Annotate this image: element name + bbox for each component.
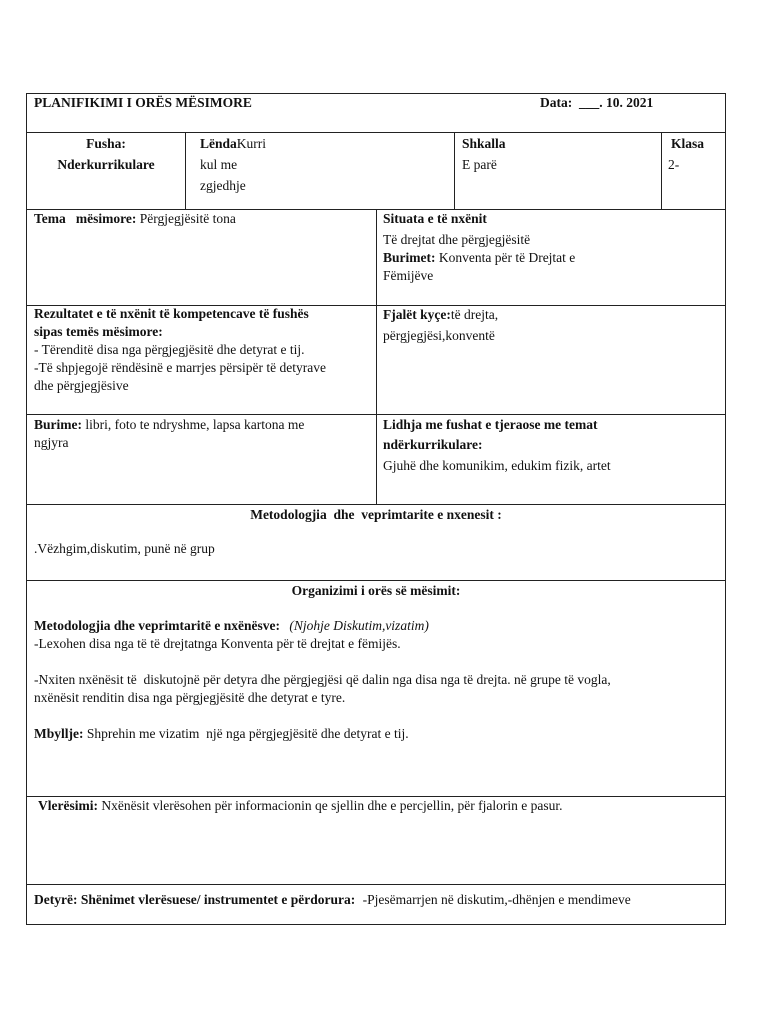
col-divider	[185, 132, 186, 209]
fjalet-value: të drejta,	[450, 307, 499, 322]
burimet-line-1	[383, 249, 575, 267]
rezultatet-line-1: - Tërenditë disa nga përgjegjësitë dhe detyrat e tij.	[34, 342, 305, 357]
metodologjia-value: .Vëzhgim,diskutim, punë në grup	[34, 541, 215, 556]
tema-value: Përgjegjësitë tona	[139, 211, 236, 226]
col-divider	[376, 209, 377, 504]
col-divider	[454, 132, 455, 209]
date-value: ___. 10. 2021	[579, 95, 654, 110]
shkalla-label: Shkalla	[462, 136, 506, 151]
rezultatet-line-2: -Të shpjegojë rëndësinë e marrjes përsipër të detyrave	[34, 360, 326, 375]
lidhja-value: Gjuhë dhe komunikim, edukim fizik, artet	[383, 458, 611, 473]
vleresimi-label: Vlerësimi:	[38, 798, 98, 813]
burime-value: libri, foto te ndryshme, lapsa kartona me	[85, 417, 305, 432]
page-title: PLANIFIKIMI I ORËS MËSIMORE	[34, 95, 252, 110]
organizimi-line-3: nxënësit renditin disa nga përgjegjësitë dhe detyrat e tyre.	[34, 690, 346, 705]
row-divider	[26, 884, 726, 885]
organizimi-line-1: -Lexohen disa nga të të drejtatnga Konventa për të drejtat e fëmijës.	[34, 636, 401, 651]
fusha-value: Nderkurrikulare	[57, 157, 155, 172]
burimet-value: Konventa për të Drejtat e	[438, 250, 576, 265]
lenda-line-1	[200, 135, 266, 153]
situata-value: Të drejtat dhe përgjegjësitë	[383, 232, 531, 247]
fjalet-line-2: përgjegjësi,konventë	[383, 328, 495, 343]
organizimi-metod-line	[34, 617, 429, 635]
organizimi-line-2: -Nxiten nxënësit të diskutojnë për detyra dhe përgjegjësi që dalin nga disa nga të drejta. në grupe të vogla,	[34, 672, 611, 687]
burimet-line-2: Fëmijëve	[383, 268, 434, 283]
mbyllje-value: Shprehin me vizatim një nga përgjegjësitë dhe detyrat e tij.	[86, 726, 409, 741]
lenda-value: Kurri	[236, 136, 267, 151]
organizimi-metod-label: Metodologjia dhe veprimtaritë e nxënësve:	[34, 618, 280, 633]
rezultatet-line-3: dhe përgjegjësive	[34, 378, 129, 393]
lidhja-label-2: ndërkurrikulare:	[383, 437, 483, 452]
mbyllje-line	[34, 725, 409, 743]
shkalla-value: E parë	[462, 157, 497, 172]
table-border-right	[725, 93, 726, 925]
burimet-label: Burimet:	[383, 250, 436, 265]
col-divider	[661, 132, 662, 209]
vleresimi-line	[38, 797, 562, 815]
fjalet-line-1	[383, 306, 498, 324]
klasa-value: 2-	[668, 157, 680, 172]
row-divider	[26, 504, 726, 505]
detyre-value: -Pjesëmarrjen në diskutim,-dhënjen e mendimeve	[362, 892, 631, 907]
metodologjia-title: Metodologjia dhe veprimtarite e nxenesit :	[250, 507, 502, 522]
date-label: Data:	[540, 95, 573, 110]
row-divider	[26, 132, 726, 133]
detyre-label: Detyrë: Shënimet vlerësuese/ instrumentet e përdorura:	[34, 892, 356, 907]
row-divider	[26, 580, 726, 581]
organizimi-title: Organizimi i orës së mësimit:	[291, 583, 461, 598]
vleresimi-value: Nxënësit vlerësohen për informacionin qe sjellin dhe e percjellin, për fjalorin e pasur.	[101, 798, 563, 813]
situata-label: Situata e të nxënit	[383, 211, 487, 226]
burime-line-1	[34, 416, 304, 434]
fusha-label: Fusha:	[86, 136, 126, 151]
detyre-line	[34, 891, 631, 909]
lenda-line-2: kul me	[200, 157, 238, 172]
lenda-label: Lënda	[200, 136, 237, 151]
tema-label: Tema mësimore:	[34, 211, 137, 226]
rezultatet-label-1: Rezultatet e të nxënit të kompetencave të fushës	[34, 306, 309, 321]
mbyllje-label: Mbyllje:	[34, 726, 84, 741]
fjalet-label: Fjalët kyçe:	[383, 307, 451, 322]
klasa-label: Klasa	[671, 136, 705, 151]
lenda-line-3: zgjedhje	[200, 178, 246, 193]
table-border-bottom	[26, 924, 726, 925]
rezultatet-label-2: sipas temës mësimore:	[34, 324, 163, 339]
tema-line	[34, 210, 236, 228]
lidhja-label-1: Lidhja me fushat e tjeraose me temat	[383, 417, 598, 432]
organizimi-metod-note: (Njohje Diskutim,vizatim)	[289, 618, 429, 633]
burime-line-2: ngjyra	[34, 435, 69, 450]
burime-label: Burime:	[34, 417, 82, 432]
